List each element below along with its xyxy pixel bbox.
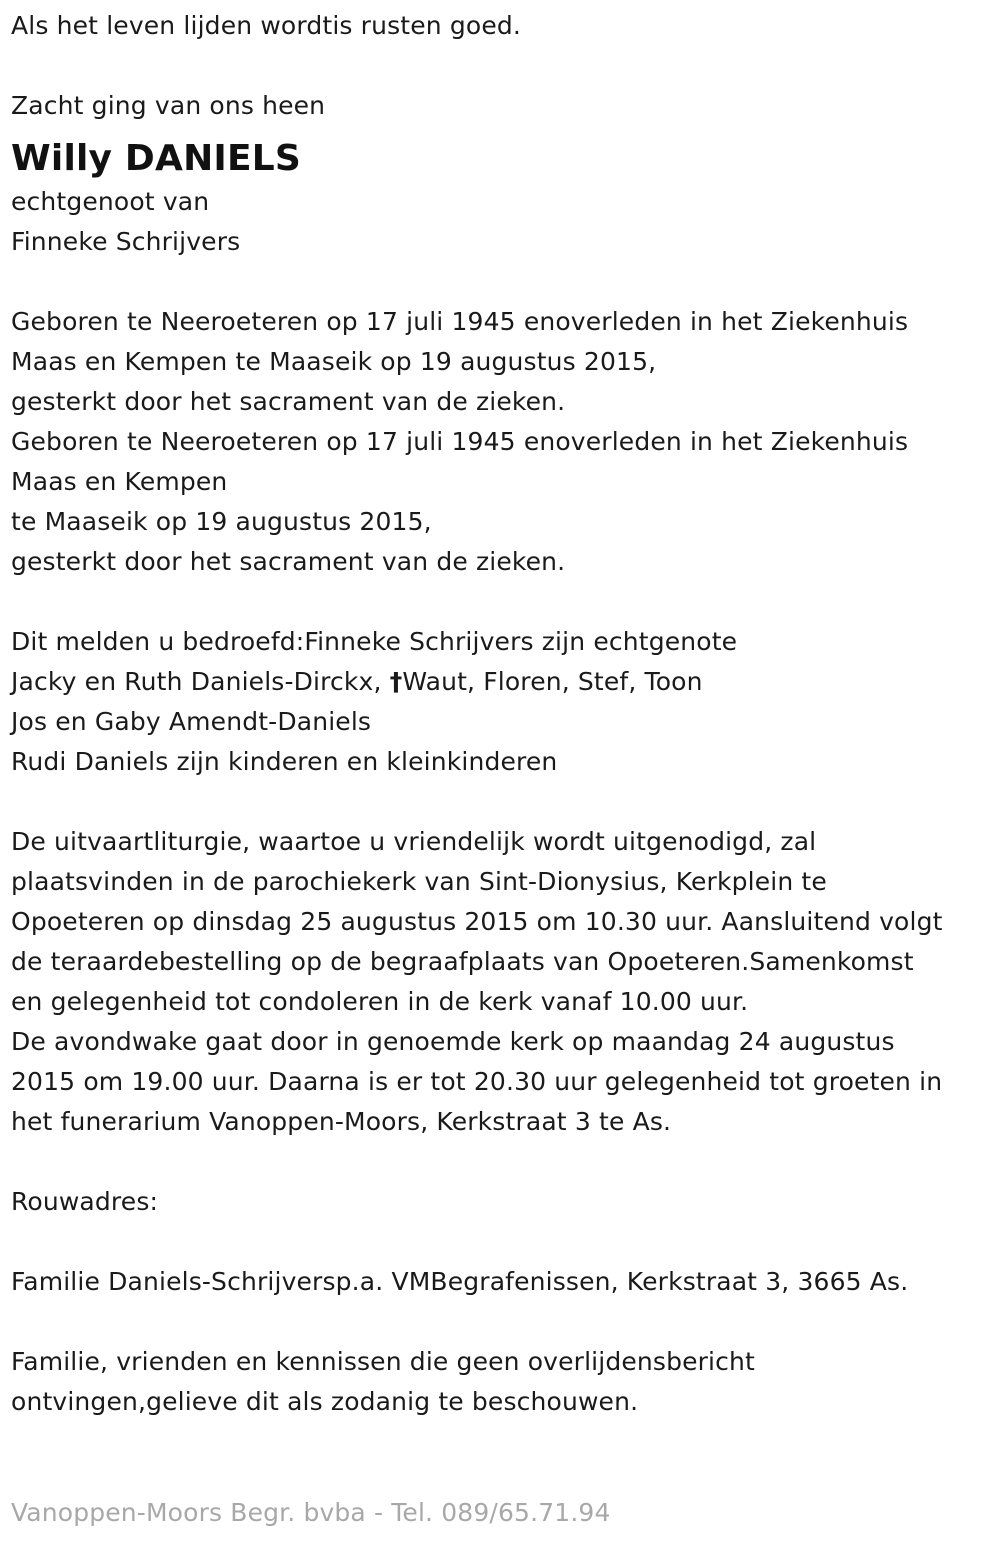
birth-death-line: Geboren te Neeroeteren op 17 juli 1945 enoverleden in het Ziekenhuis bbox=[11, 307, 909, 336]
spacer bbox=[11, 582, 996, 622]
motto: Als het leven lijden wordtis rusten goed. bbox=[11, 11, 521, 40]
obituary-text bbox=[11, 6, 996, 1422]
cross-icon: † bbox=[389, 667, 403, 696]
family-line-children bbox=[11, 662, 996, 702]
birth-death-line: gesterkt door het sacrament van de zieken. bbox=[11, 547, 566, 576]
ceremony-line: het funerarium Vanoppen-Moors, Kerkstraat 3 te As. bbox=[11, 1107, 672, 1136]
birth-death-line: Maas en Kempen bbox=[11, 467, 228, 496]
ceremony-line: plaatsvinden in de parochiekerk van Sint-Dionysius, Kerkplein te bbox=[11, 867, 827, 896]
spacer bbox=[11, 262, 996, 302]
notice-line: ontvingen,gelieve dit als zodanig te beschouwen. bbox=[11, 1387, 639, 1416]
ceremony-line: en gelegenheid tot condoleren in de kerk vanaf 10.00 uur. bbox=[11, 987, 749, 1016]
spacer bbox=[11, 1142, 996, 1182]
notice-line: Familie, vrienden en kennissen die geen overlijdensbericht bbox=[11, 1347, 755, 1376]
birth-death-line: gesterkt door het sacrament van de zieken. bbox=[11, 387, 566, 416]
birth-death-line: te Maaseik op 19 augustus 2015, bbox=[11, 507, 432, 536]
family-line: Rudi Daniels zijn kinderen en kleinkinderen bbox=[11, 747, 558, 776]
mourning-address: Familie Daniels-Schrijversp.a. VMBegrafenissen, Kerkstraat 3, 3665 As. bbox=[11, 1267, 909, 1296]
intro-line: Zacht ging van ons heen bbox=[11, 91, 326, 120]
family-text: Waut, Floren, Stef, Toon bbox=[402, 667, 703, 696]
family-text: Jacky en Ruth Daniels-Dirckx, bbox=[11, 667, 390, 696]
ceremony-line: de teraardebestelling op de begraafplaats van Opoeteren.Samenkomst bbox=[11, 947, 914, 976]
relation-label: echtgenoot van bbox=[11, 187, 210, 216]
spacer bbox=[11, 1302, 996, 1342]
family-line: Dit melden u bedroefd:Finneke Schrijvers zijn echtgenote bbox=[11, 627, 738, 656]
ceremony-line: 2015 om 19.00 uur. Daarna is er tot 20.30 uur gelegenheid tot groeten in bbox=[11, 1067, 943, 1096]
spouse-name: Finneke Schrijvers bbox=[11, 227, 241, 256]
funeral-home-footer: Vanoppen-Moors Begr. bvba - Tel. 089/65.71.94 bbox=[11, 1498, 611, 1527]
spacer bbox=[11, 1222, 996, 1262]
deceased-name: Willy DANIELS bbox=[11, 138, 302, 179]
spacer bbox=[11, 46, 996, 86]
spacer bbox=[11, 782, 996, 822]
deceased-name-row bbox=[11, 126, 996, 182]
ceremony-line: Opoeteren op dinsdag 25 augustus 2015 om 10.30 uur. Aansluitend volgt bbox=[11, 907, 943, 936]
mourning-address-label: Rouwadres: bbox=[11, 1187, 159, 1216]
family-line: Jos en Gaby Amendt-Daniels bbox=[11, 707, 372, 736]
ceremony-line: De avondwake gaat door in genoemde kerk op maandag 24 augustus bbox=[11, 1027, 895, 1056]
ceremony-line: De uitvaartliturgie, waartoe u vriendelijk wordt uitgenodigd, zal bbox=[11, 827, 817, 856]
birth-death-line: Geboren te Neeroeteren op 17 juli 1945 enoverleden in het Ziekenhuis bbox=[11, 427, 909, 456]
birth-death-line: Maas en Kempen te Maaseik op 19 augustus 2015, bbox=[11, 347, 657, 376]
